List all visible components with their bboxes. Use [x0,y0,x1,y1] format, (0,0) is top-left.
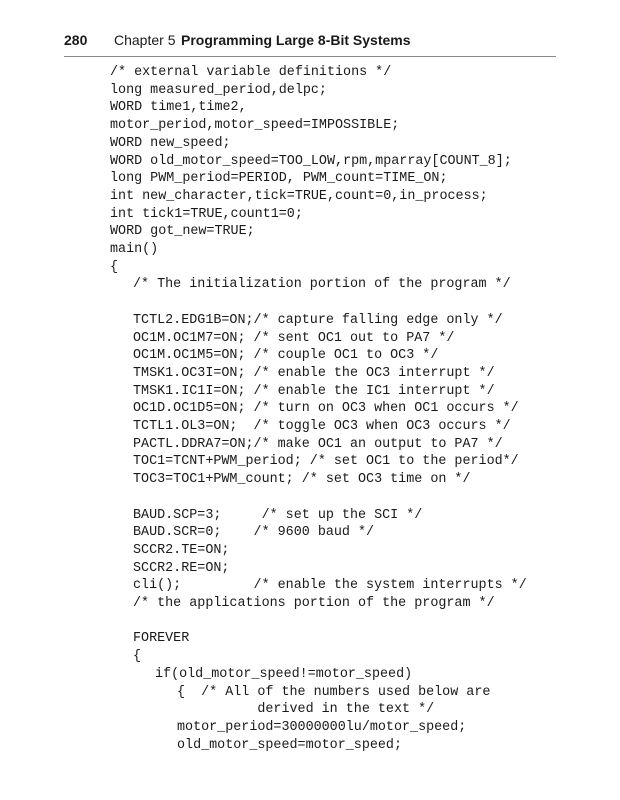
code-line: motor_period,motor_speed=IMPOSSIBLE; [110,118,400,134]
code-line: { [110,259,119,275]
code-line: TOC1=TCNT+PWM_period; /* set OC1 to the period*/ [133,454,519,470]
code-line: int new_character,tick=TRUE,count=0,in_process; [110,188,488,204]
code-line: OC1M.OC1M7=ON; /* sent OC1 out to PA7 */ [133,330,455,346]
code-line: BAUD.SCP=3; /* set up the SCI */ [133,507,423,523]
code-line: /* the applications portion of the program */ [133,596,495,611]
code-line: TOC3=TOC1+PWM_count; /* set OC3 time on */ [133,472,471,488]
code-line: WORD time1,time2, [110,100,247,116]
code-line: { /* All of the numbers used below are [177,684,491,700]
code-line: long measured_period,delpc; [110,82,327,98]
code-line: TMSK1.OC3I=ON; /* enable the OC3 interrupt */ [133,365,495,381]
code-line: OC1M.OC1M5=ON; /* couple OC1 to OC3 */ [133,348,439,364]
code-line: FOREVER [133,631,190,647]
code-line: { [133,649,142,665]
code-line: old_motor_speed=motor_speed; [177,737,402,753]
code-line: main() [110,242,159,257]
code-line: int tick1=TRUE,count1=0; [110,206,303,222]
chapter-title: Programming Large 8-Bit Systems [181,32,411,48]
code-line: TCTL2.EDG1B=ON;/* capture falling edge only */ [133,312,503,328]
code-line: /* The initialization portion of the program */ [133,277,511,293]
code-line: long PWM_period=PERIOD, PWM_count=TIME_ON; [110,171,448,187]
code-line: BAUD.SCR=0; /* 9600 baud */ [133,525,375,541]
code-line: motor_period=30000000lu/motor_speed; [177,719,467,735]
code-line: derived in the text */ [177,702,435,718]
code-line: PACTL.DDRA7=ON;/* make OC1 an output to PA7 */ [133,436,503,452]
page-number: 280 [64,32,88,48]
code-line: /* external variable definitions */ [110,65,392,80]
code-line: TCTL1.OL3=ON; /* toggle OC3 when OC3 occurs */ [133,419,511,434]
code-line: cli(); /* enable the system interrupts */ [133,578,527,594]
code-line: TMSK1.IC1I=ON; /* enable the IC1 interrupt */ [133,383,495,399]
code-line: SCCR2.TE=ON; [133,542,230,558]
code-line: SCCR2.RE=ON; [133,560,230,576]
code-line: WORD got_new=TRUE; [110,224,255,240]
code-line: if(old_motor_speed!=motor_speed) [155,666,413,682]
running-header [64,30,556,57]
chapter-label: Chapter 5 [114,32,176,48]
code-line: OC1D.OC1D5=ON; /* turn on OC3 when OC1 occurs */ [133,401,519,417]
code-line: WORD new_speed; [110,135,231,151]
code-line: WORD old_motor_speed=TOO_LOW,rpm,mparray[COUNT_8]; [110,153,512,169]
